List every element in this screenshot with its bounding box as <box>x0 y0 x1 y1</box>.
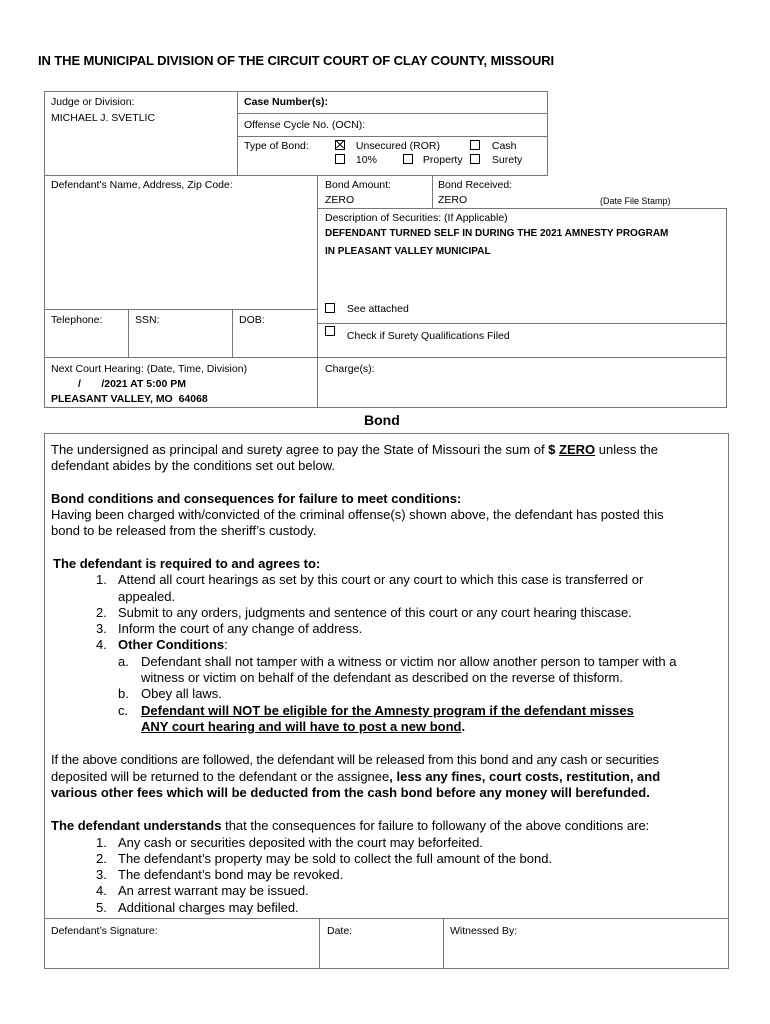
next-hearing-line-1: / /2021 AT 5:00 PM <box>78 378 186 390</box>
bond-sum: ZERO <box>559 442 596 457</box>
req-4-num: 4. <box>96 637 107 652</box>
req-3-num: 3. <box>96 621 107 636</box>
bond-received-label: Bond Received: <box>438 179 513 191</box>
req-1-line-1: Attend all court hearings as set by this court or any court to which this case is transferred or <box>118 572 644 587</box>
bond-received-value: ZERO <box>438 194 468 206</box>
next-hearing-line-2: PLEASANT VALLEY, MO 64068 <box>51 393 208 405</box>
charges-label: Charge(s): <box>325 363 375 375</box>
consequence-text: An arrest warrant may be issued. <box>118 883 309 898</box>
release-line-2: deposited will be returned to the defendant or the assignee, less any fines, court costs, restitution, and <box>51 769 661 784</box>
checkbox-icon[interactable] <box>325 303 335 313</box>
bond-type-label: Type of Bond: <box>244 140 309 152</box>
bond-type-property[interactable]: Property <box>403 153 463 167</box>
sub-c-line-2: ANY court hearing and will have to post a new bond. <box>141 719 466 734</box>
consequence-text: The defendant’s bond may be revoked. <box>118 867 344 882</box>
date-file-stamp: (Date File Stamp) <box>600 196 671 206</box>
sub-b-text: Obey all laws. <box>141 686 222 701</box>
next-hearing-label: Next Court Hearing: (Date, Time, Division) <box>51 363 248 375</box>
sub-c-letter: c. <box>118 703 129 718</box>
req-3-text: Inform the court of any change of address. <box>118 621 363 636</box>
conditions-line-2: bond to be released from the sheriff’s custody. <box>51 523 317 538</box>
bond-amount-label: Bond Amount: <box>325 179 391 191</box>
securities-line-2: IN PLEASANT VALLEY MUNICIPAL <box>325 246 491 257</box>
consequence-text: Any cash or securities deposited with the court may beforfeited. <box>118 835 483 850</box>
consequence-text: Additional charges may befiled. <box>118 900 299 915</box>
ssn-label: SSN: <box>135 314 160 326</box>
req-2-text: Submit to any orders, judgments and sentence of this court or any court hearing thiscase. <box>118 605 632 620</box>
consequence-num: 2. <box>96 851 107 866</box>
bond-heading: Bond <box>364 412 400 428</box>
conditions-line-1: Having been charged with/convicted of the criminal offense(s) shown above, the defendant has posted this <box>51 507 664 522</box>
bond-intro-line-2: defendant abides by the conditions set out below. <box>51 458 336 473</box>
sub-c-line-1: Defendant will NOT be eligible for the Amnesty program if the defendant misses <box>141 703 634 718</box>
sub-a-line-1: Defendant shall not tamper with a witness or victim nor allow another person to tamper with a <box>141 654 677 669</box>
securities-line-1: DEFENDANT TURNED SELF IN DURING THE 2021 AMNESTY PROGRAM <box>325 228 669 239</box>
judge-label: Judge or Division: <box>51 96 135 108</box>
dob-label: DOB: <box>239 314 265 326</box>
consequence-num: 4. <box>96 883 107 898</box>
req-4-text: Other Conditions: <box>118 637 228 652</box>
req-1-num: 1. <box>96 572 107 587</box>
bond-type-surety[interactable]: Surety <box>470 153 522 167</box>
date-field[interactable]: Date: <box>327 925 353 937</box>
witnessed-field[interactable]: Witnessed By: <box>450 925 518 937</box>
conditions-heading: Bond conditions and consequences for failure to meet conditions: <box>51 491 462 506</box>
release-line-3: various other fees which will be deducted from the cash bond before any money will berefunded. <box>51 785 650 800</box>
see-attached[interactable]: See attached <box>325 302 409 316</box>
consequence-num: 1. <box>96 835 107 850</box>
signature-field[interactable]: Defendant’s Signature: <box>51 925 158 937</box>
sub-a-line-2: witness or victim on behalf of the defendant as described on the reverse of thisform. <box>141 670 623 685</box>
checkbox-icon[interactable] <box>325 326 335 336</box>
ocn-label: Offense Cycle No. (OCN): <box>244 119 366 131</box>
judge-value: MICHAEL J. SVETLIC <box>51 112 156 124</box>
checkbox-icon[interactable] <box>470 154 480 164</box>
understands-line: The defendant understands that the consequences for failure to followany of the above conditions are: <box>51 818 650 833</box>
checkbox-icon[interactable] <box>403 154 413 164</box>
bond-amount-value: ZERO <box>325 194 355 206</box>
bond-type-unsecured[interactable]: Unsecured (ROR) <box>335 139 440 153</box>
bond-intro-line-1: The undersigned as principal and surety agree to pay the State of Missouri the sum of $ ZERO unless the <box>51 442 659 457</box>
checkbox-icon[interactable] <box>470 140 480 150</box>
telephone-label: Telephone: <box>51 314 103 326</box>
securities-label: Description of Securities: (If Applicable) <box>325 212 508 224</box>
bond-type-cash[interactable]: Cash <box>470 139 516 153</box>
consequence-text: The defendant’s property may be sold to collect the full amount of the bond. <box>118 851 553 866</box>
case-number-label: Case Number(s): <box>244 96 329 108</box>
sub-a-letter: a. <box>118 654 129 669</box>
defendant-label: Defendant's Name, Address, Zip Code: <box>51 179 233 191</box>
checkbox-icon[interactable] <box>335 154 345 164</box>
surety-filed[interactable]: Check if Surety Qualifications Filed <box>325 326 510 343</box>
court-title: IN THE MUNICIPAL DIVISION OF THE CIRCUIT COURT OF CLAY COUNTY, MISSOURI <box>38 53 555 68</box>
checked-box-icon[interactable] <box>335 140 345 150</box>
bond-type-10-percent[interactable]: 10% <box>335 153 377 167</box>
req-1-line-2: appealed. <box>118 589 176 604</box>
release-line-1: If the above conditions are followed, the defendant will be released from this bond and any cash or securities <box>51 752 659 767</box>
required-heading: The defendant is required to and agrees to: <box>53 556 321 571</box>
req-2-num: 2. <box>96 605 107 620</box>
consequence-num: 3. <box>96 867 107 882</box>
sub-b-letter: b. <box>118 686 129 701</box>
consequence-num: 5. <box>96 900 107 915</box>
